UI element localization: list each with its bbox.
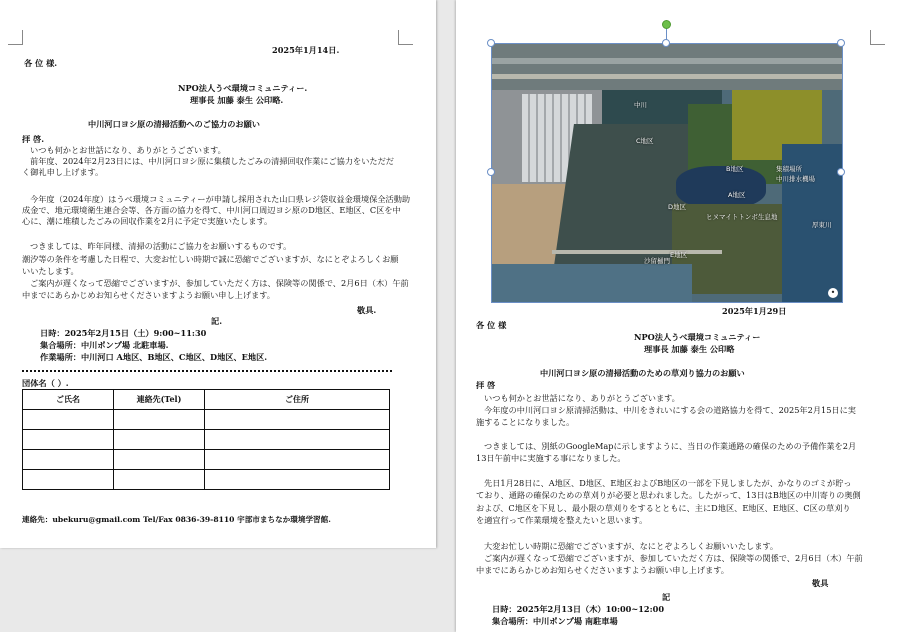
table-cell: [205, 430, 390, 450]
body-text: つきましては、昨年同様、清掃の活動にご協力をお願いするものです。: [30, 241, 292, 251]
map-pegman-icon[interactable]: •: [828, 288, 838, 298]
table-cell: [23, 430, 114, 450]
body-text: く御礼申し上げます。: [22, 167, 104, 177]
body-text: 13日午前中に実施する事になりました。: [476, 453, 626, 463]
map-label: 中川排水機場: [776, 175, 815, 183]
body-text: いいたします。: [22, 266, 79, 276]
representative: 理事長 加藤 泰生 公印略.: [190, 95, 284, 105]
body-text: いつも何かとお世話になり、ありがとうございます。: [484, 393, 680, 403]
resize-handle-top[interactable]: [662, 39, 670, 47]
margin-corner-mark: [8, 30, 23, 45]
cut-line: [22, 370, 392, 372]
organization-name: NPO法人うべ環境コミュニティー: [634, 332, 761, 342]
body-text: 心に、潮に堆積したごみの回収作業を2月に予定で実施いたします。: [22, 216, 273, 226]
body-text: 施することになりました。: [476, 417, 575, 427]
table-cell: [205, 410, 390, 430]
resize-handle-top-right[interactable]: [837, 39, 845, 47]
closing: 敬具: [812, 578, 829, 588]
margin-corner-mark: [870, 30, 885, 45]
table-cell: [114, 430, 205, 450]
resize-handle-right[interactable]: [837, 168, 845, 176]
table-row: [23, 470, 390, 490]
event-datetime: 日時：2025年2月15日（土）9:00~11:30: [40, 328, 207, 338]
salutation: 各 位 様.: [24, 58, 58, 68]
body-text: 中までにあらかじめお知らせくださいますようお願い申し上げます。: [476, 565, 729, 575]
map-label: D地区: [668, 203, 687, 211]
header-address: ご住所: [205, 390, 390, 410]
resize-handle-top-left[interactable]: [487, 39, 495, 47]
body-text: 成金で、地元環境衛生連合会等、各方面の協力を得て、中川河口周辺ヨシ原のD地区、E地区、C区を中: [22, 205, 401, 215]
table-cell: [205, 450, 390, 470]
map-label: 沙留樋門: [644, 257, 670, 265]
body-text: 今年度の中川河口ヨシ原清掃活動は、中川をきれいにする会の道路協力を得て、2025年2月15日に実: [484, 405, 856, 415]
map-label: B地区: [726, 165, 744, 173]
header-name: ご氏名: [23, 390, 114, 410]
table-cell: [23, 450, 114, 470]
map-label: 中川: [634, 101, 647, 109]
table-row: [23, 410, 390, 430]
table-row: [23, 430, 390, 450]
ki-heading: 記: [662, 592, 671, 602]
organization-name: NPO法人うべ環境コミュニティー.: [178, 83, 308, 93]
header-contact: 連絡先(Tel): [114, 390, 205, 410]
body-text: つきましては、別紙のGoogleMapに示しますように、当日の作業通路の確保のための予備作業を2月: [484, 441, 857, 451]
table-cell: [23, 410, 114, 430]
letter-subject: 中川河口ヨシ原の清掃活動のための草刈り協力のお願い: [540, 368, 745, 378]
left-document-page: [0, 0, 436, 548]
table-header-row: [23, 390, 390, 410]
work-place: 作業場所：中川河口 A地区、B地区、C地区、D地区、E地区.: [40, 352, 268, 362]
meeting-place: 集合場所：中川ポンプ場 北駐車場.: [40, 340, 169, 350]
rotate-handle[interactable]: [662, 20, 671, 29]
table-cell: [205, 470, 390, 490]
closing: 敬具.: [357, 305, 377, 315]
meeting-place: 集合場所：中川ポンプ場 南駐車場: [492, 616, 618, 626]
body-text: を適宜行って作業環境を整えたいと思います。: [476, 515, 648, 525]
body-text: 大変お忙しい時期に恐縮でございますが、なにとぞよろしくお願いいたします。: [484, 541, 779, 551]
map-label: A地区: [728, 191, 746, 199]
body-text: 潮汐等の条件を考慮した日程で、大変お忙しい時期で誠に恐縮でございますが、なにとぞよろしくお願: [22, 254, 399, 264]
contact-info: 連絡先：ubekuru@gmail.com Tel/Fax 0836-39-8110 宇部市まちなか環境学習館.: [22, 515, 331, 524]
body-text: ご案内が遅くなって恐縮でございますが、参加していただく方は、保険等の関係で、2月6日（木）午前: [30, 278, 409, 288]
ki-heading: 記.: [211, 316, 223, 326]
event-datetime: 日時：2025年2月13日（木）10:00~12:00: [492, 604, 665, 614]
salutation: 各 位 様: [476, 320, 507, 330]
body-text: ご案内が遅くなって恐縮でございますが、参加していただく方は、保険等の関係で、2月6日（木）午前: [484, 553, 863, 563]
map-label: C地区: [636, 137, 654, 145]
greeting: 拝 啓.: [22, 134, 45, 144]
letter-date: 2025年1月29日: [722, 306, 787, 316]
image-selection-frame: [491, 43, 843, 303]
registration-table: [22, 389, 390, 490]
map-label: E地区: [670, 251, 688, 259]
group-name-field: 団体名（ ）.: [22, 378, 69, 388]
right-document-page: [456, 0, 900, 632]
map-label: 厚東川: [812, 221, 832, 229]
table-cell: [23, 470, 114, 490]
table-cell: [114, 410, 205, 430]
table-cell: [114, 470, 205, 490]
greeting: 拝 啓: [476, 380, 496, 390]
body-text: 先日1月28日に、A地区、D地区、E地区およびB地区の一部を下見しましたが、かなりのゴミが貯っ: [484, 478, 852, 488]
map-label: ヒヌマイトトンボ生息地: [706, 213, 778, 221]
letter-date: 2025年1月14日.: [272, 45, 340, 55]
representative: 理事長 加藤 泰生 公印略: [644, 344, 735, 354]
margin-corner-mark: [398, 30, 413, 45]
body-text: および、C地区を下見し、最小限の草刈りをするとともに、主にD地区、E地区、E地区、C区の草刈り: [476, 503, 851, 513]
resize-handle-left[interactable]: [487, 168, 495, 176]
body-text: 今年度（2024年度）はうべ環境コミュニティーが申請し採用された山口県レジ袋収益金環境保全活動助: [30, 194, 411, 204]
map-label: 集積場所: [776, 165, 802, 173]
body-text: 前年度、2024年2月23日には、中川河口ヨシ原に集積したごみの清掃回収作業にご協力をいただだ: [30, 156, 394, 166]
letter-subject: 中川河口ヨシ原の清掃活動へのご協力のお願い: [88, 119, 260, 129]
table-row: [23, 450, 390, 470]
body-text: いつも何かとお世話になり、ありがとうございます。: [30, 145, 226, 155]
body-text: ており、通路の確保のための草刈りが必要と思われました。したがって、13日はB地区の中川寄りの奥側: [476, 490, 861, 500]
table-cell: [114, 450, 205, 470]
body-text: 中までにあらかじめお知らせくださいますようお願い申し上げます。: [22, 290, 275, 300]
